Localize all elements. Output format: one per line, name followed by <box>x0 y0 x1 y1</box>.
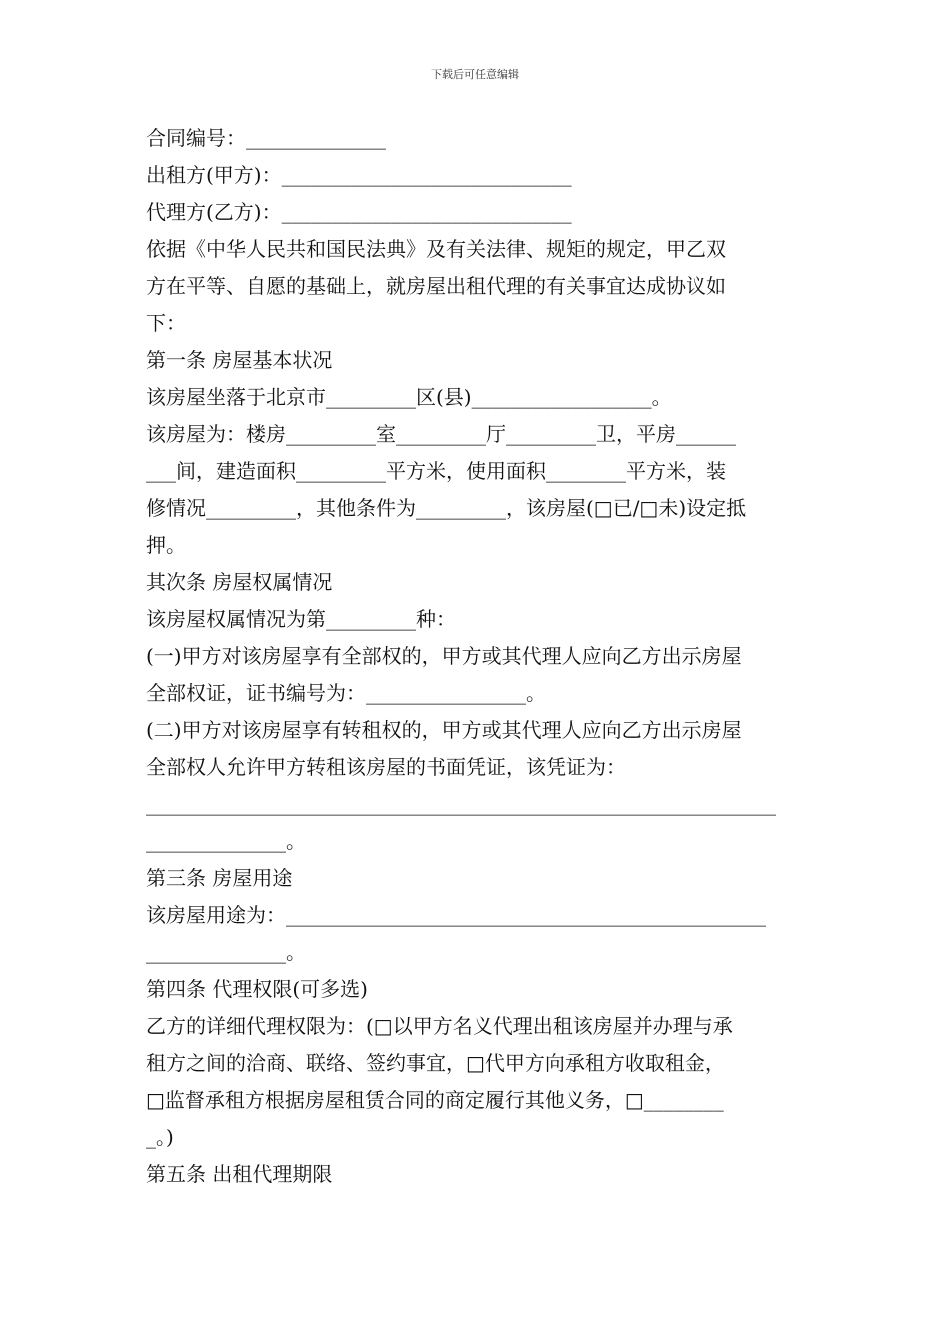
contract-number-line: 合同编号：______________ <box>146 126 386 150</box>
article-4-heading: 第四条 代理权限(可多选) <box>146 977 368 1001</box>
preamble-line-3: 下： <box>146 311 186 335</box>
ownership-item-1-line-1: (一)甲方对该房屋享有全部权的，甲方或其代理人应向乙方出示房屋 <box>146 644 742 668</box>
agency-authority-line-3: □监督承租方根据房屋租赁合同的商定履行其他义务，□________ <box>146 1088 724 1112</box>
article-2-heading: 其次条 房屋权属情况 <box>146 570 333 594</box>
agency-authority-line-2: 租方之间的洽商、联络、签约事宜，□代甲方向承租方收取租金， <box>146 1051 725 1075</box>
contract-body <box>146 120 810 1193</box>
article-1-heading: 第一条 房屋基本状况 <box>146 348 333 372</box>
house-location-line: 该房屋坐落于北京市_________区(县)__________________。 <box>146 385 672 409</box>
certificate-blank-line-2: ______________。 <box>146 829 306 853</box>
house-details-line-4: 押。 <box>146 533 186 557</box>
ownership-item-2-line-1: (二)甲方对该房屋享有转租权的，甲方或其代理人应向乙方出示房屋 <box>146 718 742 742</box>
preamble-line-1: 依据《中华人民共和国民法典》及有关法律、规矩的规定，甲乙双 <box>146 237 726 261</box>
ownership-item-1-line-2: 全部权证，证书编号为：________________。 <box>146 681 546 705</box>
house-details-line-2: ___间，建造面积_________平方米，使用面积________平方米，装 <box>146 459 726 483</box>
house-use-line-1: 该房屋用途为：________________________________________________ <box>146 903 766 927</box>
agency-authority-line-4: _。) <box>146 1125 174 1149</box>
article-3-heading: 第三条 房屋用途 <box>146 866 293 890</box>
house-use-line-2: ______________。 <box>146 940 306 964</box>
house-details-line-3: 修情况_________，其他条件为_________，该房屋(□已/□未)设定抵 <box>146 496 747 520</box>
lessor-party-a-line: 出租方(甲方)：_____________________________ <box>146 163 572 187</box>
page-header-note: 下载后可任意编辑 <box>431 68 519 81</box>
ownership-type-line: 该房屋权属情况为第_________种： <box>146 607 456 631</box>
agency-authority-line-1: 乙方的详细代理权限为：(□以甲方名义代理出租该房屋并办理与承 <box>146 1014 733 1038</box>
ownership-item-2-line-2: 全部权人允许甲方转租该房屋的书面凭证，该凭证为： <box>146 755 626 779</box>
house-details-line-1: 该房屋为：楼房_________室_________厅_________卫，平房______ <box>146 422 736 446</box>
certificate-blank-line-1: _______________________________________________________________ <box>146 792 776 816</box>
preamble-line-2: 方在平等、自愿的基础上，就房屋出租代理的有关事宜达成协议如 <box>146 274 726 298</box>
article-5-heading: 第五条 出租代理期限 <box>146 1162 333 1186</box>
agent-party-b-line: 代理方(乙方)：_____________________________ <box>146 200 572 224</box>
